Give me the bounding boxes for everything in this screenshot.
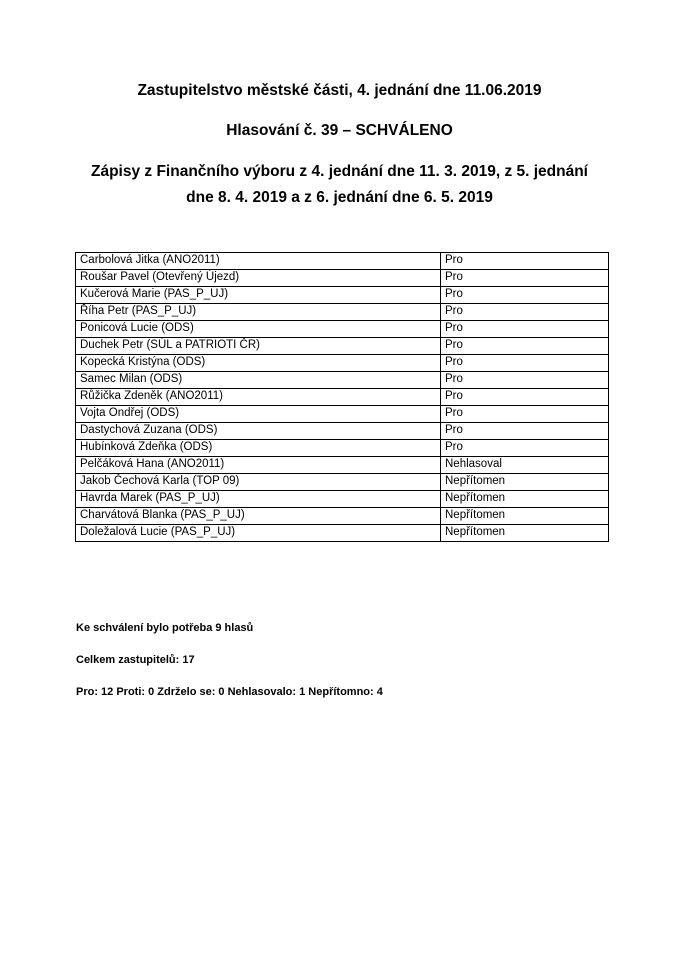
table-row: [76, 253, 609, 270]
member-vote-cell: Pro: [441, 355, 609, 372]
member-name-cell: Roušar Pavel (Otevřený Újezd): [76, 270, 441, 287]
table-row: [76, 457, 609, 474]
vote-subject-line-1: Zápisy z Finančního výboru z 4. jednání dne 11. 3. 2019, z 5. jednání: [90, 163, 588, 180]
member-name-cell: Hubínková Zdeňka (ODS): [76, 440, 441, 457]
member-name-cell: Ponicová Lucie (ODS): [76, 321, 441, 338]
vote-summary: [76, 622, 679, 699]
member-name-cell: Říha Petr (PAS_P_UJ): [76, 304, 441, 321]
member-vote-cell: Pro: [441, 389, 609, 406]
member-name-cell: Vojta Ondřej (ODS): [76, 406, 441, 423]
summary-quorum: Ke schválení bylo potřeba 9 hlasů: [76, 622, 254, 634]
member-vote-cell: Pro: [441, 372, 609, 389]
summary-total-members: Celkem zastupitelů: 17: [76, 654, 195, 666]
member-vote-cell: Pro: [441, 270, 609, 287]
member-vote-cell: Nehlasoval: [441, 457, 609, 474]
member-vote-cell: Nepřítomen: [441, 474, 609, 491]
vote-result-title: Hlasování č. 39 – SCHVÁLENO: [226, 122, 453, 139]
table-row: [76, 338, 609, 355]
member-name-cell: Jakob Čechová Karla (TOP 09): [76, 474, 441, 491]
member-vote-cell: Pro: [441, 423, 609, 440]
member-name-cell: Duchek Petr (SÚL a PATRIOTI ČR): [76, 338, 441, 355]
member-vote-cell: Pro: [441, 321, 609, 338]
table-row: [76, 440, 609, 457]
member-name-cell: Růžička Zdeněk (ANO2011): [76, 389, 441, 406]
member-vote-cell: Pro: [441, 253, 609, 270]
meeting-title: Zastupitelstvo městské části, 4. jednání dne 11.06.2019: [137, 82, 542, 99]
table-row: [76, 525, 609, 542]
member-name-cell: Doležalová Lucie (PAS_P_UJ): [76, 525, 441, 542]
member-vote-cell: Nepřítomen: [441, 491, 609, 508]
member-vote-cell: Pro: [441, 440, 609, 457]
member-name-cell: Charvátová Blanka (PAS_P_UJ): [76, 508, 441, 525]
member-vote-cell: Pro: [441, 338, 609, 355]
member-name-cell: Carbolová Jitka (ANO2011): [76, 253, 441, 270]
member-vote-cell: Nepřítomen: [441, 525, 609, 542]
table-row: [76, 287, 609, 304]
summary-tally: Pro: 12 Proti: 0 Zdrželo se: 0 Nehlasovalo: 1 Nepřítomno: 4: [76, 686, 383, 698]
table-row: [76, 508, 609, 525]
vote-subject-title: [0, 159, 679, 211]
member-name-cell: Kopecká Kristýna (ODS): [76, 355, 441, 372]
member-name-cell: Dastychová Zuzana (ODS): [76, 423, 441, 440]
table-row: [76, 406, 609, 423]
member-vote-cell: Nepřítomen: [441, 508, 609, 525]
table-row: [76, 474, 609, 491]
table-row: [76, 321, 609, 338]
member-name-cell: Kučerová Marie (PAS_P_UJ): [76, 287, 441, 304]
vote-subject-line-2: dne 8. 4. 2019 a z 6. jednání dne 6. 5. 2019: [186, 189, 493, 206]
table-row: [76, 491, 609, 508]
table-row: [76, 423, 609, 440]
member-name-cell: Pelčáková Hana (ANO2011): [76, 457, 441, 474]
member-vote-cell: Pro: [441, 406, 609, 423]
member-name-cell: Samec Milan (ODS): [76, 372, 441, 389]
table-row: [76, 304, 609, 321]
table-row: [76, 389, 609, 406]
table-row: [76, 372, 609, 389]
member-name-cell: Havrda Marek (PAS_P_UJ): [76, 491, 441, 508]
voting-table: [75, 252, 609, 542]
member-vote-cell: Pro: [441, 287, 609, 304]
member-vote-cell: Pro: [441, 304, 609, 321]
table-row: [76, 270, 609, 287]
table-row: [76, 355, 609, 372]
